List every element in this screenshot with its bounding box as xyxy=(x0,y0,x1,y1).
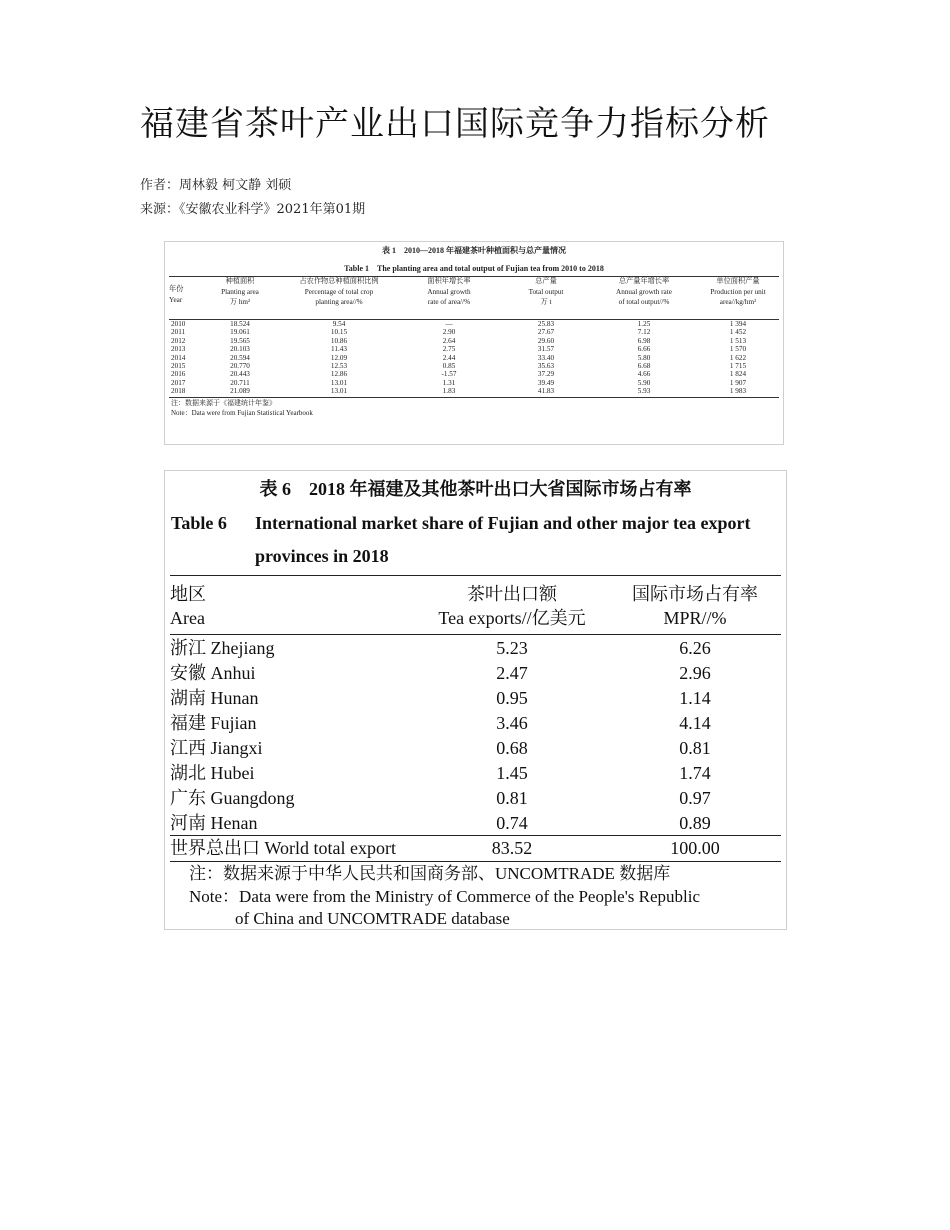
table-6-header-rule xyxy=(170,634,781,635)
table-6-header-exports-cn: 茶叶出口额 xyxy=(467,584,557,604)
total-mpr: 100.00 xyxy=(670,838,720,858)
table-1-header-percentage xyxy=(277,276,401,308)
table-1-header-area xyxy=(201,276,279,308)
table-6-total-row xyxy=(165,836,786,861)
header-en: Production per unit xyxy=(710,287,766,296)
table-1-header-year xyxy=(169,284,199,305)
table-cell: 2017 xyxy=(171,378,186,387)
table-cell: 2.90 xyxy=(442,328,456,337)
table-cell: 0.85 xyxy=(442,361,456,370)
table-cell: 19.565 xyxy=(230,336,250,345)
header-unit: 万 t xyxy=(540,298,552,306)
table-row xyxy=(165,786,786,811)
table-cell: 湖南 Hunan xyxy=(170,688,259,708)
table-cell: 江西 Jiangxi xyxy=(170,738,263,758)
table-cell: 10.15 xyxy=(330,328,348,337)
header-cn: 总产量年增长率 xyxy=(618,277,670,285)
table-1-bottom-rule xyxy=(169,397,779,398)
table-cell: 0.95 xyxy=(496,688,528,708)
header-cn: 单位面积产量 xyxy=(716,277,760,285)
table-cell: 广东 Guangdong xyxy=(170,788,295,808)
table-cell: 11.43 xyxy=(331,345,347,354)
table-cell: 5.93 xyxy=(637,387,651,396)
table-1 xyxy=(164,241,784,445)
table-1-note-cn: 注：数据来源于《福建统计年鉴》 xyxy=(171,399,276,407)
table-cell: 1.25 xyxy=(637,320,651,328)
table-cell: 2010 xyxy=(171,320,186,328)
table-cell: 2.75 xyxy=(442,345,456,354)
table-cell: 6.68 xyxy=(637,361,651,370)
table-cell: -1.57 xyxy=(441,370,457,379)
table-row xyxy=(169,362,779,370)
table-6-header-mpr-cn: 国际市场占有率 xyxy=(632,584,758,604)
table-cell: 7.12 xyxy=(637,328,651,337)
table-cell: 12.09 xyxy=(330,353,348,362)
table-cell: 1 513 xyxy=(729,336,747,345)
table-row xyxy=(165,736,786,761)
table-cell: 1 715 xyxy=(729,361,747,370)
header-unit: of total output//% xyxy=(618,298,670,306)
table-1-header-output xyxy=(501,276,591,308)
table-cell: 6.26 xyxy=(679,638,711,658)
table-cell: 25.83 xyxy=(537,320,555,328)
table-6-note-cn: 注：数据来源于中华人民共和国商务部、UNCOMTRADE 数据库 xyxy=(189,864,671,883)
header-en: Planting area xyxy=(221,287,259,296)
table-cell: 0.68 xyxy=(496,738,528,758)
table-cell: 2013 xyxy=(171,345,186,354)
table-cell: 20.103 xyxy=(230,345,250,354)
table-cell: 6.98 xyxy=(637,336,651,345)
table-cell: 3.46 xyxy=(496,713,528,733)
table-6-note-en-1: Note：Data were from the Ministry of Commerce of the People's Republic xyxy=(189,887,701,906)
table-row xyxy=(169,370,779,378)
header-unit: 万 hm² xyxy=(229,298,251,306)
header-unit: planting area//% xyxy=(315,298,363,306)
table-cell: 1 983 xyxy=(729,387,747,396)
table-cell: 1.74 xyxy=(679,763,711,783)
table-cell: 9.54 xyxy=(332,320,346,328)
table-cell: 2016 xyxy=(171,370,186,379)
table-cell: 福建 Fujian xyxy=(170,713,257,733)
table-cell: 41.83 xyxy=(537,387,555,396)
table-row xyxy=(169,387,779,395)
table-cell: 29.60 xyxy=(537,336,555,345)
table-row xyxy=(169,354,779,362)
table-6-caption-cn: 表 6 2018 年福建及其他茶叶出口大省国际市场占有率 xyxy=(259,479,692,499)
source-line: 来源：《安徽农业科学》2021年第01期 xyxy=(140,202,366,217)
header-cn: 面积年增长率 xyxy=(427,277,471,285)
table-cell: 10.86 xyxy=(330,336,348,345)
table-cell: 35.63 xyxy=(537,361,555,370)
table-6 xyxy=(164,470,787,930)
table-cell: 浙江 Zhejiang xyxy=(170,638,275,658)
table-cell: 0.81 xyxy=(679,738,711,758)
table-6-note-en-2: of China and UNCOMTRADE database xyxy=(235,909,510,928)
table-row xyxy=(165,811,786,836)
header-cn: 总产量 xyxy=(535,277,557,285)
table-row xyxy=(165,636,786,661)
table-6-header-area-cn: 地区 xyxy=(170,584,206,604)
table-cell: 13.01 xyxy=(330,378,348,387)
table-6-caption-label: Table 6 xyxy=(171,513,227,533)
table-6-header-mpr-en: MPR//% xyxy=(663,608,727,628)
table-1-header-yield xyxy=(695,276,781,308)
table-cell: 河南 Henan xyxy=(170,813,258,833)
table-cell: 0.89 xyxy=(679,813,711,833)
table-cell: 2018 xyxy=(171,387,186,396)
table-cell: 1.14 xyxy=(679,688,711,708)
table-cell: 4.66 xyxy=(637,370,651,379)
table-cell: 31.57 xyxy=(537,345,555,354)
table-cell: 2012 xyxy=(171,336,186,345)
table-cell: 20.711 xyxy=(230,378,250,387)
table-cell: 21.089 xyxy=(230,387,250,396)
table-cell: 33.40 xyxy=(537,353,555,362)
table-row xyxy=(165,661,786,686)
table-1-header-area-growth xyxy=(403,276,495,308)
header-cn: 种植面积 xyxy=(225,277,255,285)
table-cell: 1 394 xyxy=(729,320,747,328)
table-cell: 0.97 xyxy=(679,788,711,808)
table-cell: 2011 xyxy=(171,328,186,337)
total-exports: 83.52 xyxy=(491,838,533,858)
header-en: Annual growth xyxy=(427,287,471,296)
table-row xyxy=(169,337,779,345)
table-cell: 5.23 xyxy=(496,638,528,658)
table-cell: 20.443 xyxy=(230,370,250,379)
table-6-header-area-en: Area xyxy=(170,608,205,628)
table-cell: 5.90 xyxy=(637,378,651,387)
table-row xyxy=(165,711,786,736)
header-unit: area//kg/hm² xyxy=(719,298,757,306)
table-cell: 湖北 Hubei xyxy=(170,763,255,783)
table-cell: — xyxy=(445,320,453,328)
table-cell: 2.64 xyxy=(442,336,456,345)
table-cell: 18.524 xyxy=(230,320,250,328)
table-row xyxy=(165,761,786,786)
table-cell: 1 622 xyxy=(729,353,747,362)
header-en: Total output xyxy=(528,287,564,296)
author-line: 作者：周林毅 柯文静 刘硕 xyxy=(140,178,292,193)
table-cell: 2.96 xyxy=(679,663,711,683)
article-title: 福建省茶叶产业出口国际竞争力指标分析 xyxy=(140,104,770,144)
table-cell: 2014 xyxy=(171,353,186,362)
table-cell: 39.49 xyxy=(537,378,555,387)
table-1-header xyxy=(169,276,779,320)
table-cell: 5.80 xyxy=(637,353,651,362)
table-cell: 1 907 xyxy=(729,378,747,387)
table-cell: 1 824 xyxy=(729,370,747,379)
table-cell: 0.81 xyxy=(496,788,528,808)
table-cell: 1.45 xyxy=(496,763,528,783)
table-cell: 13.01 xyxy=(330,387,348,396)
header-cn: 年份 xyxy=(169,285,184,293)
table-row xyxy=(165,686,786,711)
table-cell: 安徽 Anhui xyxy=(170,663,256,683)
table-6-top-rule xyxy=(170,575,781,576)
table-6-header-exports-en: Tea exports//亿美元 xyxy=(438,608,586,628)
table-row xyxy=(169,379,779,387)
table-cell: 20.594 xyxy=(230,353,250,362)
table-cell: 12.53 xyxy=(330,361,348,370)
table-cell: 2.44 xyxy=(442,353,456,362)
table-cell: 2015 xyxy=(171,361,186,370)
table-cell: 37.29 xyxy=(537,370,555,379)
total-area: 世界总出口 World total export xyxy=(170,838,397,858)
table-cell: 12.86 xyxy=(330,370,348,379)
table-cell: 20.770 xyxy=(230,361,250,370)
table-cell: 6.66 xyxy=(637,345,651,354)
header-en: Annual growth rate xyxy=(616,287,672,296)
table-6-bottom-rule xyxy=(170,861,781,862)
header-en: Year xyxy=(169,295,183,304)
table-6-caption-text: International market share of Fujian and other major tea export provinces in 2018 xyxy=(255,513,751,566)
table-1-caption-en: Table 1 The planting area and total output of Fujian tea from 2010 to 2018 xyxy=(344,264,604,273)
header-cn: 占农作物总种植面积比例 xyxy=(299,277,379,285)
table-row xyxy=(169,328,779,336)
table-cell: 19.061 xyxy=(230,328,250,337)
table-cell: 1.31 xyxy=(442,378,456,387)
table-1-header-output-growth xyxy=(595,276,693,308)
table-cell: 2.47 xyxy=(496,663,528,683)
header-en: Percentage of total crop xyxy=(304,287,374,296)
table-row xyxy=(169,320,779,328)
header-unit: rate of area//% xyxy=(427,298,471,306)
table-cell: 1 452 xyxy=(729,328,747,337)
table-cell: 1.83 xyxy=(442,387,456,396)
table-row xyxy=(169,345,779,353)
table-1-caption-cn: 表 1 2010—2018 年福建茶叶种植面积与总产量情况 xyxy=(382,246,566,255)
table-cell: 0.74 xyxy=(496,813,528,833)
table-1-body xyxy=(169,320,779,396)
table-cell: 4.14 xyxy=(679,713,711,733)
table-cell: 1 570 xyxy=(729,345,747,354)
table-cell: 27.67 xyxy=(537,328,555,337)
table-1-note-en: Note：Data were from Fujian Statistical Yearbook xyxy=(171,409,313,417)
